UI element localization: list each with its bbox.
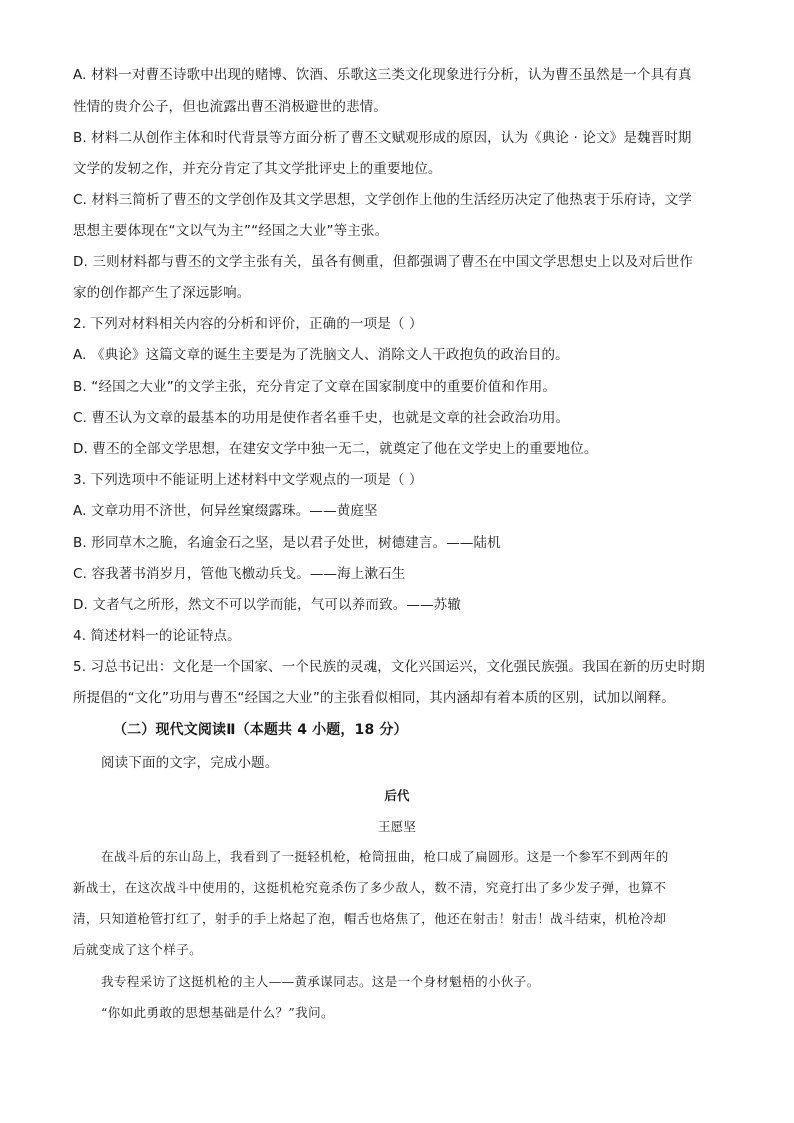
story-paragraph-1-line-4: 后就变成了这个样子。 — [73, 942, 203, 957]
option-a-line-1: A. 材料一对曹丕诗歌中出现的赌博、饮酒、乐歌这三类文化现象进行分析，认为曹丕虽然是一个具有真 — [73, 67, 692, 83]
story-author: 王愿坚 — [378, 819, 416, 834]
reading-instruction: 阅读下面的文字，完成小题。 — [101, 755, 279, 771]
q2-option-c: C. 曹丕认为文章的最基本的功用是使作者名垂千史，也就是文章的社会政治功用。 — [73, 410, 570, 426]
option-d-line-2: 家的创作都产生了深远影响。 — [73, 285, 251, 301]
q2-option-a: A. 《典论》这篇文章的诞生主要是为了洗脑文人、消除文人干政抱负的政治目的。 — [73, 347, 569, 363]
section-heading: （二）现代文阅读Ⅱ（本题共 4 小题，18 分） — [113, 722, 408, 738]
q2-option-b: B. “经国之大业”的文学主张，充分肯定了文章在国家制度中的重要价值和作用。 — [73, 379, 557, 395]
question-4: 4. 简述材料一的论证特点。 — [73, 628, 241, 644]
option-c-line-1: C. 材料三简析了曹丕的文学创作及其文学思想，文学创作上他的生活经历决定了他热衷于乐府诗，文学 — [73, 192, 693, 208]
question-5-line-1: 5. 习总书记出：文化是一个国家、一个民族的灵魂，文化兴国运兴，文化强民族强。我国在新的历史时期 — [73, 659, 705, 675]
q3-option-a: A. 文章功用不济世，何异丝窠缀露珠。——黄庭坚 — [73, 503, 378, 519]
question-2: 2. 下列对材料相关内容的分析和评价，正确的一项是（ ） — [73, 316, 423, 332]
q3-option-c: C. 容我著书消岁月，管他飞檄动兵戈。——海上漱石生 — [73, 566, 406, 582]
q3-option-d: D. 文者气之所形，然文不可以学而能，气可以养而致。——苏辙 — [73, 597, 461, 613]
option-d-line-1: D. 三则材料都与曹丕的文学主张有关，虽各有侧重，但都强调了曹丕在中国文学思想史上以及对后世作 — [73, 254, 694, 270]
option-c-line-2: 思想主要体现在“文以气为主”“经国之大业”等主张。 — [73, 223, 389, 239]
option-b-line-1: B. 材料二从创作主体和时代背景等方面分析了曹丕文赋观形成的原因，认为《典论 · 论文》是魏晋时期 — [73, 130, 692, 146]
option-b-line-2: 文学的发轫之作，并充分肯定了其文学批评史上的重要地位。 — [73, 161, 442, 177]
story-title: 后代 — [384, 788, 410, 803]
story-paragraph-1-line-3: 清，只知道枪管打红了，射手的手上烙起了泡，帽舌也烙焦了，他还在射击！射击！战斗结束，机枪冷却 — [73, 911, 667, 926]
option-a-line-2: 性情的贵介公子，但也流露出曹丕消极避世的悲情。 — [73, 99, 387, 115]
q2-option-d: D. 曹丕的全部文学思想，在建安文学中独一无二，就奠定了他在文学史上的重要地位。 — [73, 441, 598, 457]
story-paragraph-1-line-2: 新战士，在这次战斗中使用的，这挺机枪究竟杀伤了多少敌人，数不清，究竟打出了多少发子弹，也算不 — [73, 880, 667, 895]
q3-option-b: B. 形同草木之脆，名逾金石之坚，是以君子处世，树德建言。——陆机 — [73, 535, 501, 551]
question-5-line-2: 所提倡的“文化”功用与曹丕“经国之大业”的主张看似相同，其内涵却有着本质的区别，试加以阐释。 — [73, 690, 675, 706]
story-paragraph-3: “你如此勇敢的思想基础是什么？”我问。 — [101, 1005, 334, 1020]
question-3: 3. 下列选项中不能证明上述材料中文学观点的一项是（ ） — [73, 472, 423, 488]
story-paragraph-1-line-1: 在战斗后的东山岛上，我看到了一挺轻机枪，枪筒扭曲，枪口成了扁圆形。这是一个参军不到两年的 — [101, 849, 669, 864]
story-paragraph-2: 我专程采访了这挺机枪的主人——黄承谋同志。这是一个身材魁梧的小伙子。 — [101, 974, 540, 989]
